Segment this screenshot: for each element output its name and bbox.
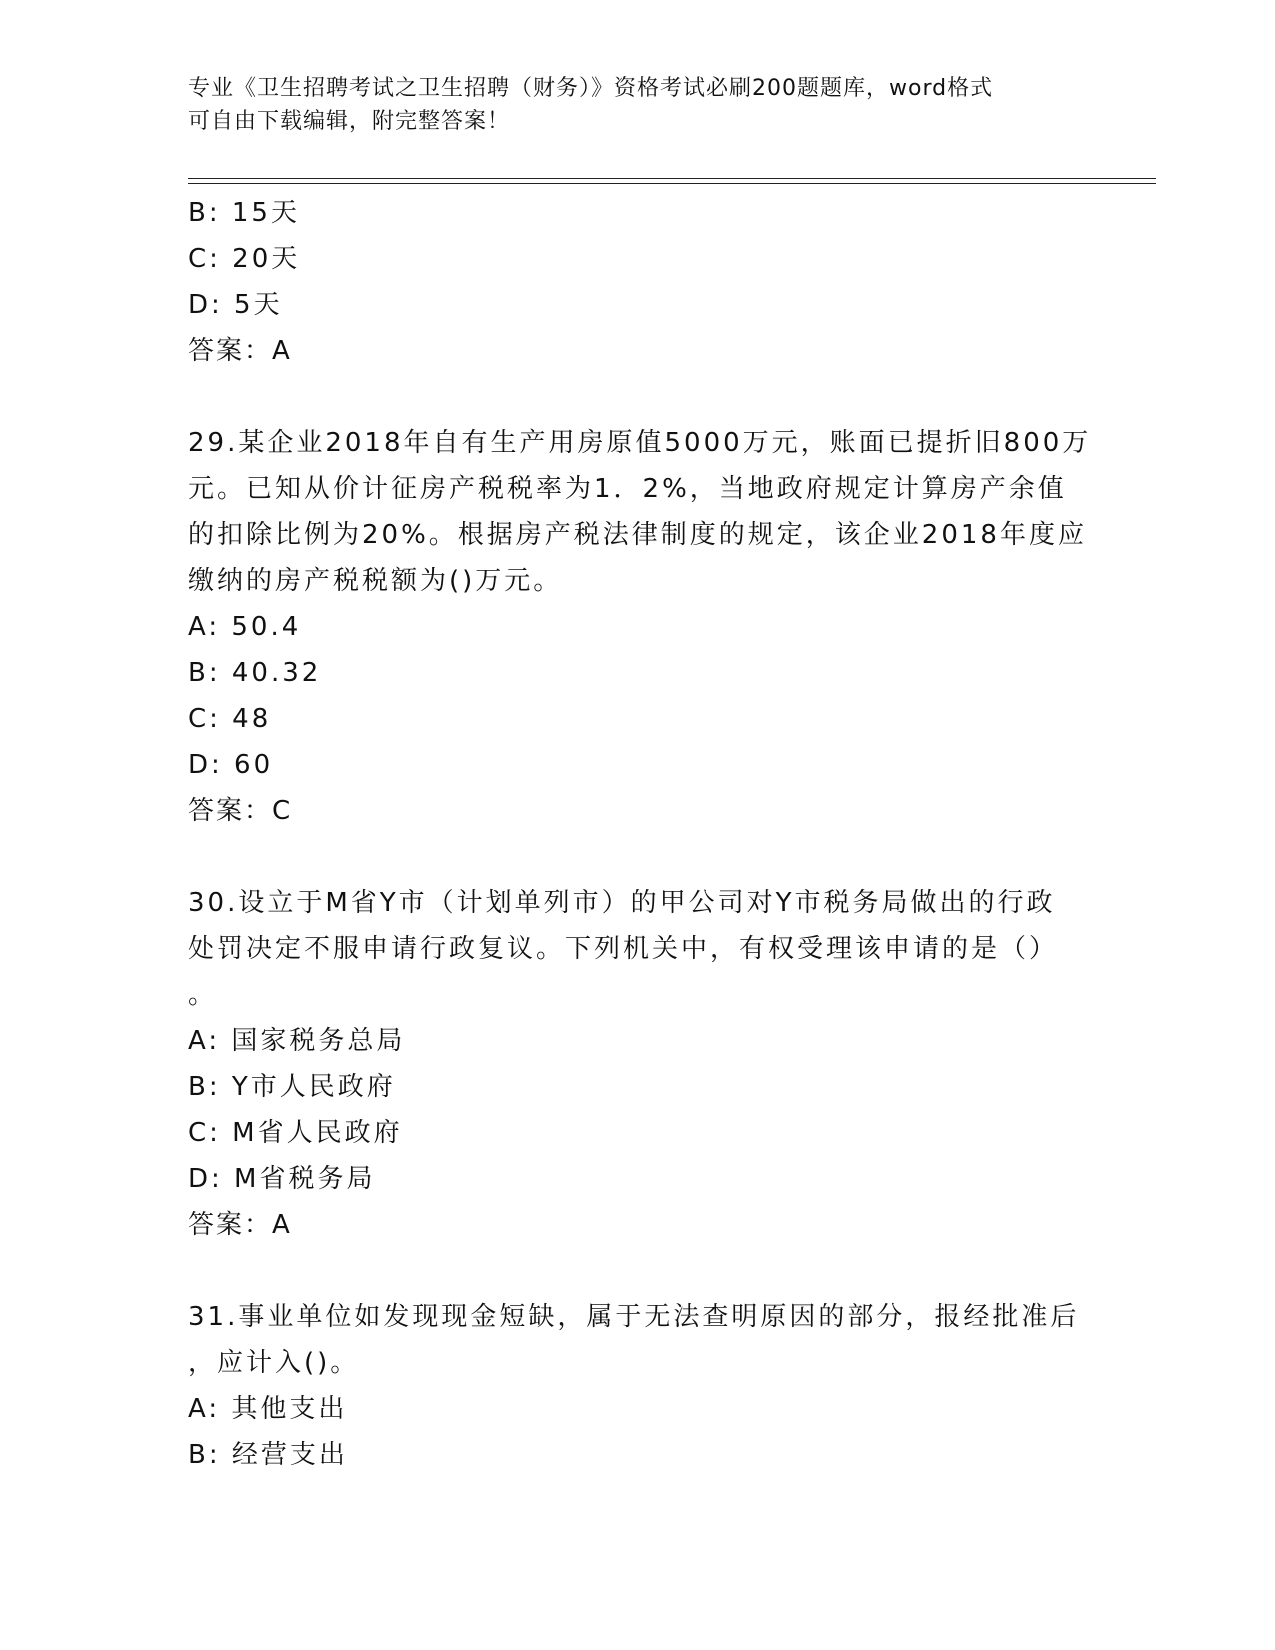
option-a: A: 国家税务总局 bbox=[188, 1026, 406, 1056]
option-d: D: M省税务局 bbox=[188, 1164, 376, 1194]
question-stem-line: 处罚决定不服申请行政复议。下列机关中，有权受理该申请的是（） bbox=[188, 934, 1059, 964]
header-divider-bottom bbox=[188, 183, 1156, 184]
option-b: B: Y市人民政府 bbox=[188, 1072, 396, 1102]
header-line-1: 专业《卫生招聘考试之卫生招聘（财务）》资格考试必刷200题题库，word格式 bbox=[188, 76, 994, 101]
answer-label: 答案：A bbox=[188, 336, 292, 366]
question-stem-line: ，应计入()。 bbox=[188, 1348, 360, 1378]
option-d: D: 5天 bbox=[188, 290, 283, 320]
question-stem-line: 29.某企业2018年自有生产用房原值5000万元，账面已提折旧800万 bbox=[188, 428, 1092, 458]
option-c: C: 48 bbox=[188, 704, 272, 734]
document-header bbox=[188, 72, 1088, 138]
question-30 bbox=[188, 880, 1088, 1248]
option-b: B: 15天 bbox=[188, 198, 300, 228]
answer-label: 答案：A bbox=[188, 1210, 292, 1240]
question-stem-line: 的扣除比例为20%。根据房产税法律制度的规定，该企业2018年度应 bbox=[188, 520, 1087, 550]
option-a: A: 50.4 bbox=[188, 612, 302, 642]
question-28 bbox=[188, 190, 1088, 374]
question-31 bbox=[188, 1294, 1088, 1478]
question-stem-line: 30.设立于M省Y市（计划单列市）的甲公司对Y市税务局做出的行政 bbox=[188, 888, 1056, 918]
question-29 bbox=[188, 420, 1092, 834]
question-stem-line: 。 bbox=[188, 980, 218, 1010]
question-stem-line: 缴纳的房产税税额为()万元。 bbox=[188, 566, 563, 596]
answer-label: 答案：C bbox=[188, 796, 293, 826]
header-divider-top bbox=[188, 178, 1156, 179]
option-b: B: 40.32 bbox=[188, 658, 322, 688]
question-stem-line: 31.事业单位如发现现金短缺，属于无法查明原因的部分，报经批准后 bbox=[188, 1302, 1080, 1332]
option-a: A: 其他支出 bbox=[188, 1394, 348, 1424]
option-c: C: M省人民政府 bbox=[188, 1118, 403, 1148]
option-d: D: 60 bbox=[188, 750, 274, 780]
option-b: B: 经营支出 bbox=[188, 1440, 348, 1470]
document-body bbox=[188, 190, 1092, 1478]
option-c: C: 20天 bbox=[188, 244, 301, 274]
header-line-2: 可自由下载编辑，附完整答案！ bbox=[188, 109, 511, 134]
question-stem-line: 元。已知从价计征房产税税率为1．2%，当地政府规定计算房产余值 bbox=[188, 474, 1067, 504]
